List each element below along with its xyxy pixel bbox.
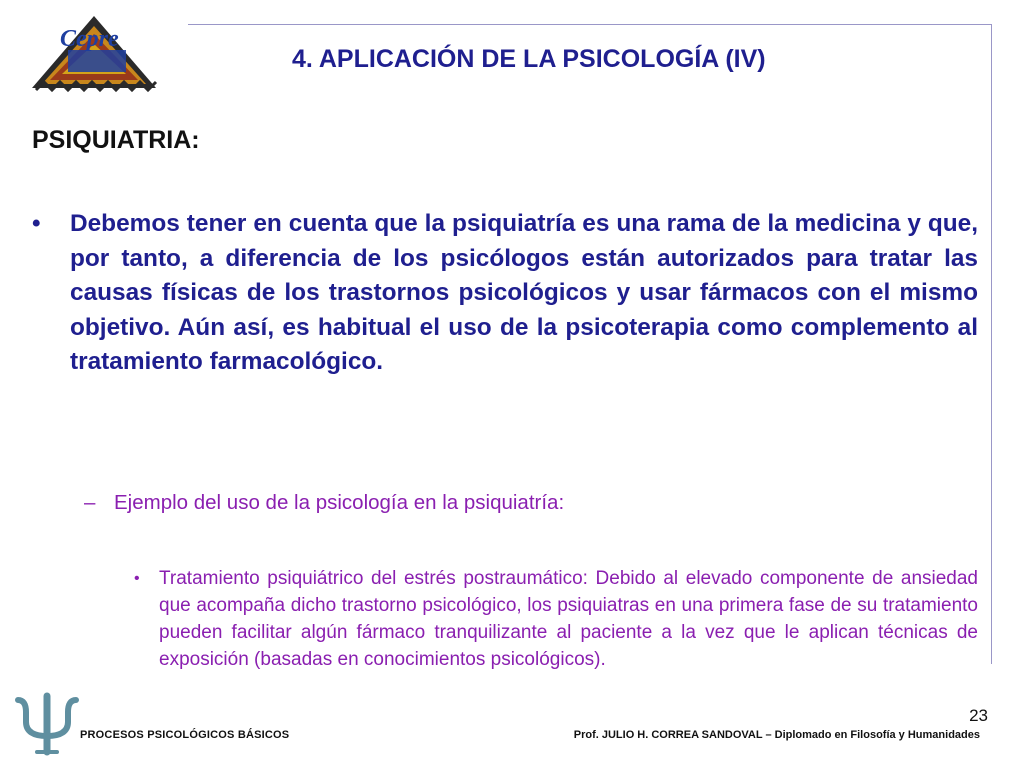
svg-text:Cepre: Cepre <box>60 26 119 52</box>
top-rule <box>188 24 992 25</box>
slide-title: 4. APLICACIÓN DE LA PSICOLOGÍA (IV) <box>292 45 766 73</box>
sub-bullet <box>84 491 974 515</box>
psi-icon <box>12 692 82 756</box>
footer-course: PROCESOS PSICOLÓGICOS BÁSICOS <box>80 729 290 741</box>
sub-bullet-text: Ejemplo del uso de la psicología en la psiquiatría: <box>114 491 565 514</box>
footer-author: Prof. JULIO H. CORREA SANDOVAL – Diplomado en Filosofía y Humanidades <box>573 729 980 741</box>
dash-marker: – <box>84 491 96 514</box>
sub-sub-marker: • <box>134 570 140 587</box>
right-rule <box>991 24 992 664</box>
sub-sub-bullet-text: Tratamiento psiquiátrico del estrés postraumático: Debido al elevado componente de ansiedad que acompaña dicho trastorno psicológico, los psiquiatras en una primera fase de su tratamiento pueden facilitar algún fármaco tranquilizante al paciente a la vez que le aplican técnicas de exposición (basadas en conocimientos psicológicos). <box>159 568 978 670</box>
main-bullet <box>32 207 978 380</box>
bullet-marker: • <box>32 210 41 237</box>
section-heading: PSIQUIATRIA: <box>32 126 200 154</box>
cepre-logo <box>28 10 160 94</box>
sub-sub-bullet <box>134 565 978 673</box>
main-bullet-text: Debemos tener en cuenta que la psiquiatría es una rama de la medicina y que, por tanto, a diferencia de los psicólogos están autorizados para tratar las causas físicas de los trastornos psicológicos y usar fármacos con el mismo objetivo. Aún así, es habitual el uso de la psicoterapia como complemento al tratamiento farmacológico. <box>70 210 978 375</box>
page-number: 23 <box>969 706 988 725</box>
